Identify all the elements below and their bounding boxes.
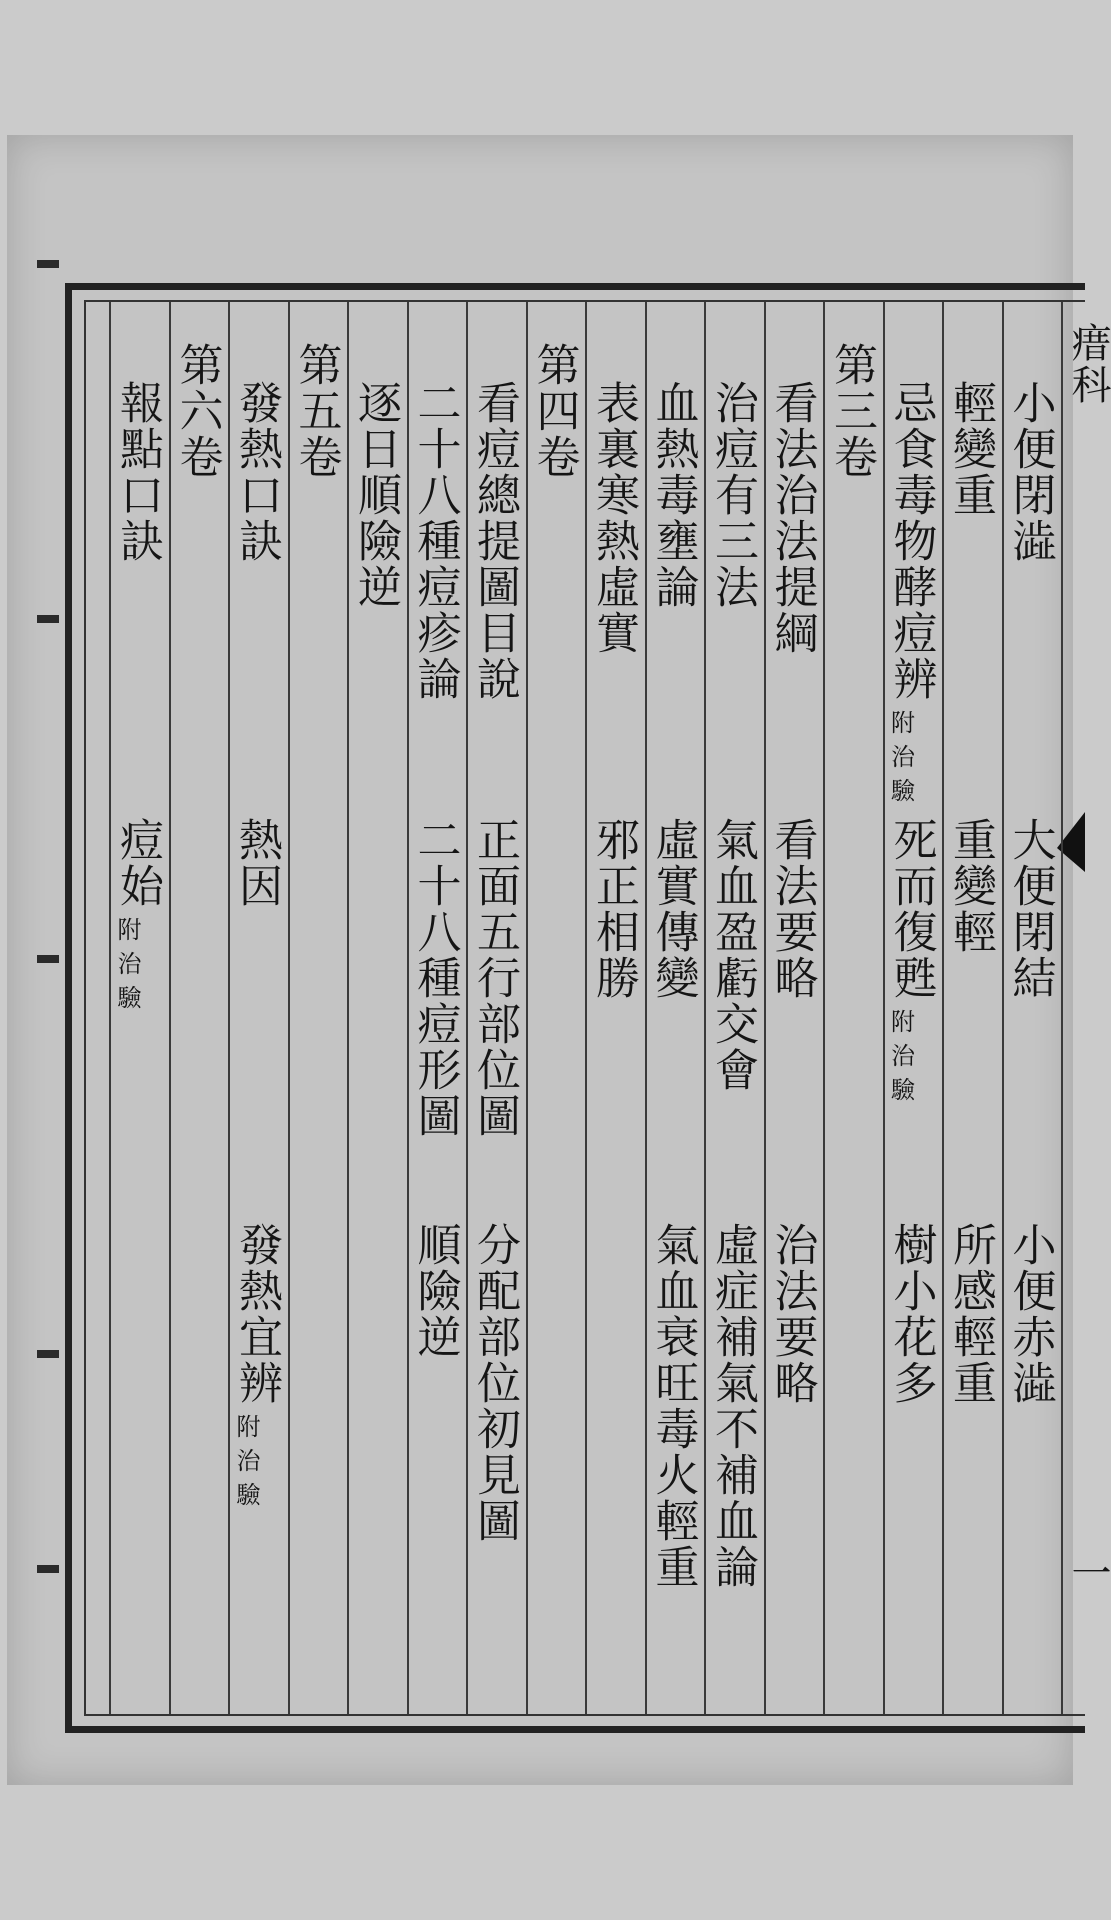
column-rule xyxy=(288,302,290,1714)
toc-entry: 輕變重 xyxy=(945,380,996,518)
binding-hole xyxy=(37,1350,59,1358)
toc-entry: 氣血衰旺毒火輕重 xyxy=(647,1222,699,1590)
toc-entry: 重變輕 xyxy=(945,817,996,955)
header-fragment: 瘄科 xyxy=(1065,322,1111,406)
toc-entry: 逐日順險逆 xyxy=(350,380,401,610)
binding-hole xyxy=(37,615,59,623)
toc-entry: 邪正相勝 xyxy=(588,817,639,1001)
column-rule xyxy=(585,302,587,1714)
column-rule xyxy=(347,302,349,1714)
toc-entry: 分配部位初見圖 xyxy=(469,1222,520,1544)
column-rule xyxy=(883,302,885,1714)
toc-entry: 發熱宜辨 xyxy=(231,1222,282,1406)
column-rule xyxy=(823,302,825,1714)
toc-entry: 看法治法提綱 xyxy=(766,380,818,656)
toc-entry: 痘始 xyxy=(112,817,163,909)
toc-entry: 看痘總提圖目說 xyxy=(469,380,520,702)
toc-entry: 治痘有三法 xyxy=(707,380,758,610)
annotation-note: 附治驗 xyxy=(886,1009,915,1111)
column-rule xyxy=(1002,302,1004,1714)
column-rule xyxy=(228,302,230,1714)
toc-entry: 血熱毒壅論 xyxy=(647,380,699,610)
column-rule xyxy=(169,302,171,1714)
toc-entry: 二十八種痘形圖 xyxy=(409,817,461,1139)
column-rule xyxy=(407,302,409,1714)
annotation-note: 附治驗 xyxy=(232,1414,260,1516)
toc-entry: 虛症補氣不補血論 xyxy=(707,1222,758,1590)
toc-entry: 小便赤澁 xyxy=(1004,1222,1056,1406)
toc-entry: 所感輕重 xyxy=(945,1222,996,1406)
folio-number: 一 xyxy=(1065,1552,1111,1594)
column-rule xyxy=(1061,302,1063,1714)
toc-entry: 氣血盈虧交會 xyxy=(707,817,758,1093)
binding-hole xyxy=(37,955,59,963)
toc-entry: 治法要略 xyxy=(766,1222,818,1406)
volume-heading: 第六卷 xyxy=(171,342,223,480)
binding-hole xyxy=(37,1565,59,1573)
binding-hole xyxy=(37,260,59,268)
column-rule xyxy=(109,302,111,1714)
column-rule xyxy=(526,302,528,1714)
printed-frame xyxy=(65,283,1111,1733)
toc-entry: 二十八種痘疹論 xyxy=(409,380,461,702)
toc-entry: 小便閉澁 xyxy=(1004,380,1056,564)
toc-entry: 大便閉結 xyxy=(1004,817,1056,1001)
toc-entry: 看法要略 xyxy=(766,817,818,1001)
toc-entry: 報點口訣 xyxy=(112,380,163,564)
book-page xyxy=(7,135,1111,1785)
toc-entry: 順險逆 xyxy=(409,1222,461,1360)
column-rule xyxy=(466,302,468,1714)
column-rule xyxy=(704,302,706,1714)
toc-entry: 忌食毒物酵痘辨 xyxy=(885,380,937,702)
toc-entry: 樹小花多 xyxy=(885,1222,937,1406)
column-rule xyxy=(645,302,647,1714)
volume-heading: 第三卷 xyxy=(826,342,877,480)
toc-entry: 虛實傳變 xyxy=(647,817,699,1001)
volume-heading: 第四卷 xyxy=(528,342,580,480)
toc-entry: 正面五行部位圖 xyxy=(469,817,520,1139)
column-rule xyxy=(942,302,944,1714)
volume-heading: 第五卷 xyxy=(290,342,342,480)
toc-entry: 熱因 xyxy=(231,817,282,909)
toc-entry: 表裏寒熱虛實 xyxy=(588,380,639,656)
annotation-note: 附治驗 xyxy=(113,917,141,1019)
column-rule xyxy=(764,302,766,1714)
toc-entry: 發熱口訣 xyxy=(231,380,282,564)
toc-entry: 死而復甦 xyxy=(885,817,937,1001)
inner-border xyxy=(84,300,1111,1716)
annotation-note: 附治驗 xyxy=(886,710,915,812)
